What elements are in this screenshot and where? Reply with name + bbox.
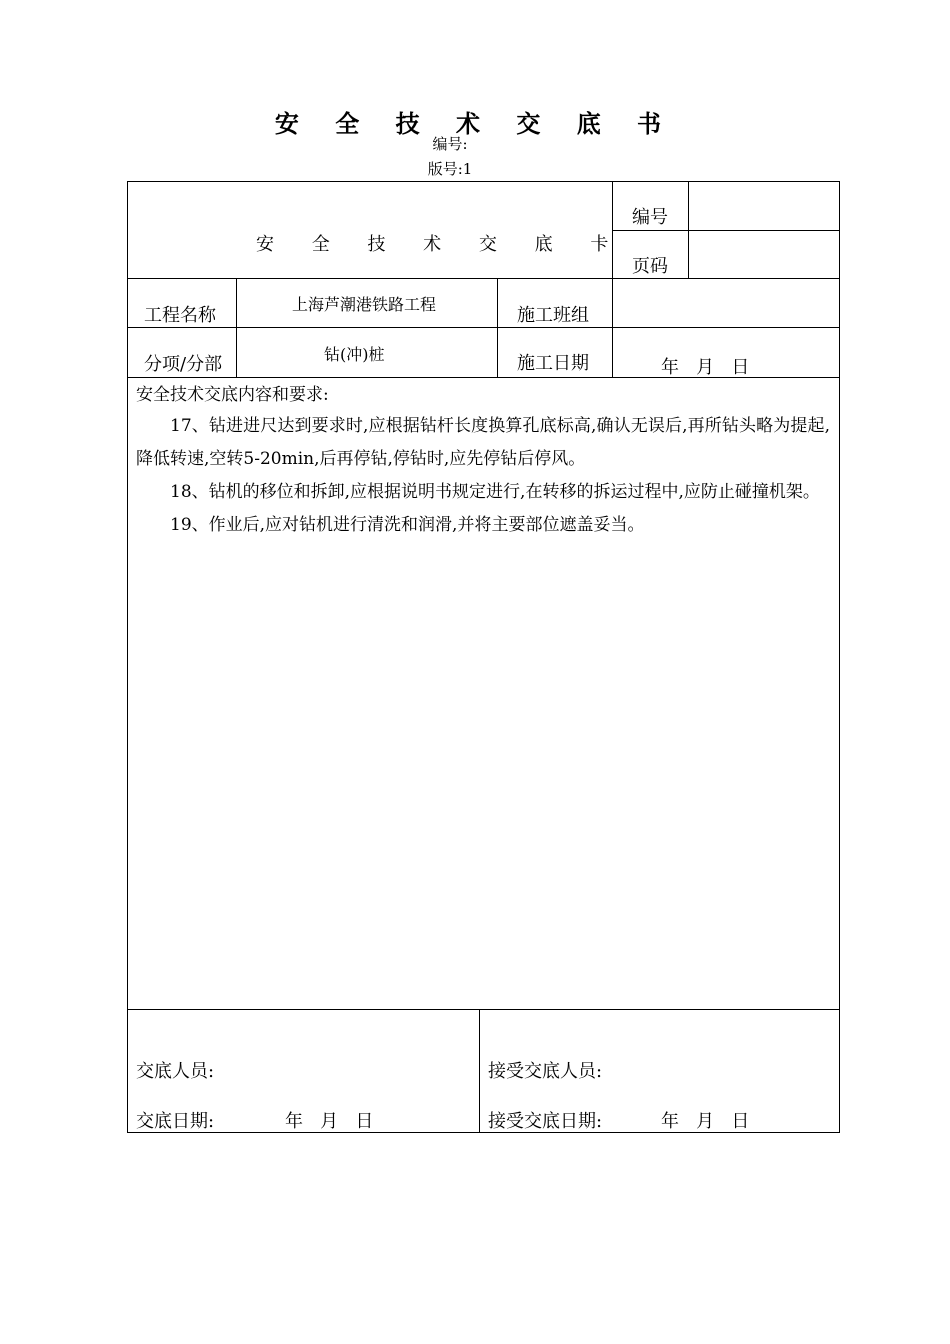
project-name-value: 上海芦潮港铁路工程 <box>292 295 437 314</box>
briefer-date-value: 年 月 日 <box>285 1111 374 1132</box>
table-col-number-divider <box>688 181 689 278</box>
briefer-date-label: 交底日期: <box>136 1111 215 1132</box>
receiver-label: 接受交底人员: <box>488 1061 603 1082</box>
table-border-left <box>127 181 128 1133</box>
card-number-label: 编号 <box>632 207 668 228</box>
project-name-label: 工程名称 <box>144 305 216 326</box>
table-col-project-value <box>497 278 498 377</box>
subitem-value: 钻(冲)桩 <box>324 345 385 364</box>
table-border-right <box>839 181 840 1133</box>
document-number-label: 编号: <box>432 135 468 153</box>
table-col-footer-divider <box>479 1009 480 1133</box>
document-title: 安 全 技 术 交 底 书 <box>274 109 676 138</box>
receiver-date-label: 接受交底日期: <box>488 1111 603 1132</box>
table-divider-number <box>612 230 840 231</box>
content-paragraph-18: 18、钻机的移位和拆卸,应根据说明书规定进行,在转移的拆运过程中,应防止碰撞机架。 <box>170 482 820 502</box>
construction-date-value: 年 月 日 <box>661 357 750 378</box>
subitem-label: 分项/分部 <box>144 354 223 375</box>
table-col-project-label <box>236 278 237 377</box>
content-paragraph-19: 19、作业后,应对钻机进行清洗和润滑,并将主要部位遮盖妥当。 <box>170 515 645 535</box>
content-body <box>136 410 830 542</box>
table-divider-content <box>127 1009 840 1010</box>
table-col-label-right <box>612 181 613 377</box>
briefer-label: 交底人员: <box>136 1061 215 1082</box>
card-title: 安 全 技 术 交 底 卡 <box>256 234 625 255</box>
table-border-top <box>127 181 840 182</box>
content-paragraph-17: 17、钻进进尺达到要求时,应根据钻杆长度换算孔底标高,确认无误后,再所钻头略为提起,降低转速,空转5-20min,后再停钻,停钻时,应先停钻后停风。 <box>136 416 830 469</box>
content-heading: 安全技术交底内容和要求: <box>136 385 329 405</box>
card-page-label: 页码 <box>632 256 668 277</box>
construction-date-label: 施工日期 <box>517 353 589 374</box>
table-divider-header <box>127 278 840 279</box>
construction-team-label: 施工班组 <box>517 305 589 326</box>
document-version-label: 版号:1 <box>427 160 473 178</box>
receiver-date-value: 年 月 日 <box>661 1111 750 1132</box>
table-divider-project <box>127 327 840 328</box>
